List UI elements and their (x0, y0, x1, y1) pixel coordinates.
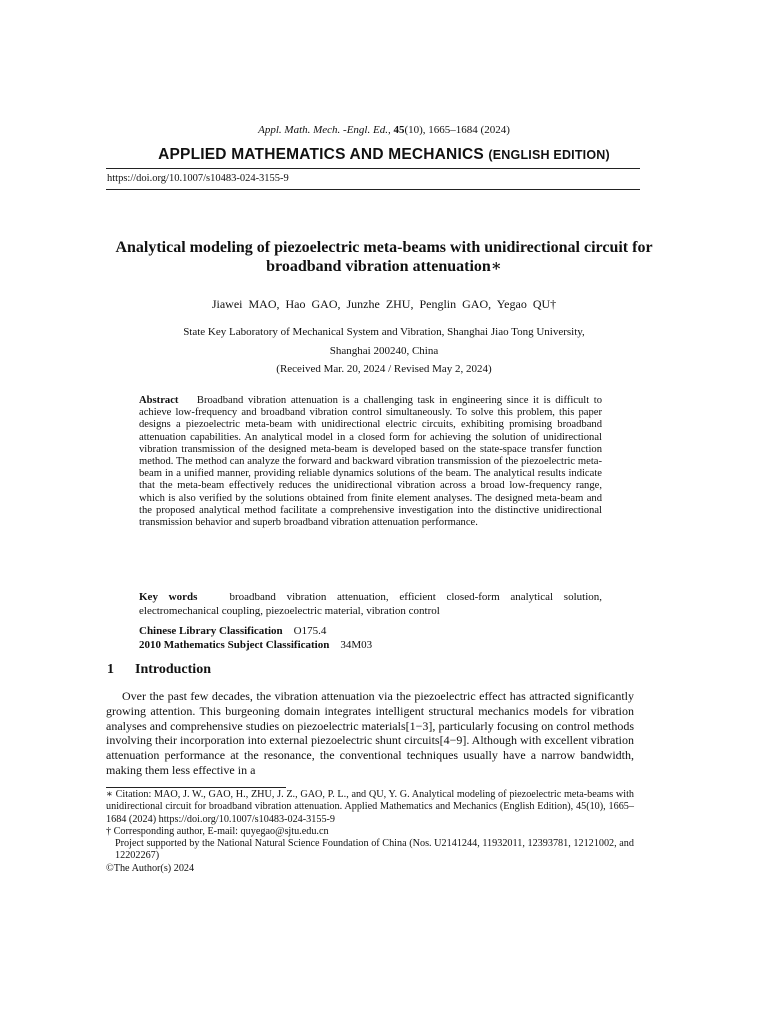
footnote-copyright: ©The Author(s) 2024 (106, 862, 195, 874)
affiliation-line-2: Shanghai 200240, China (329, 344, 439, 357)
section-number: 1 (107, 662, 114, 677)
header-rule-top (106, 168, 640, 169)
intro-paragraph: Over the past few decades, the vibration attenuation via the piezoelectric effect has attracted significantly growing attention. This burgeoning domain integrates intelligent structural mechanics models for vibration analyses and comprehensive studies on piezoelectric materials[1−3], particularly focusing on control methods involving their incorporation into external piezoelectric shunt circuits[4−9]. Although with excellent vibration attenuation performance at the resonance, the conventional techniques usually have a narrow bandwidth, making them less effective in a (106, 689, 634, 777)
clc-label: Chinese Library Classification (139, 625, 283, 637)
footnote-rule (106, 787, 286, 788)
footnote-citation: ∗ Citation: MAO, J. W., GAO, H., ZHU, J. Z., GAO, P. L., and QU, Y. G. Analytical modeling of piezoelectric meta-beams with unidirectional circuit for broadband vibration attenuation. Applied Mathematics and Mechanics (English Edition), 45(10), 1665–1684 (2024) https://doi.org/10.1007/s10483-024-3155-9 (106, 789, 634, 825)
header-rule-bottom (106, 189, 640, 190)
received-dates: (Received Mar. 20, 2024 / Revised May 2, 2024) (276, 363, 492, 375)
journal-abbrev: Appl. Math. Mech. -Engl. Ed., (258, 124, 391, 136)
running-head (0, 124, 768, 136)
abstract-text: Broadband vibration attenuation is a challenging task in engineering since it is difficult to achieve low-frequency and broadband vibration control simultaneously. To solve this problem, this paper designs a piezoelectric meta-beam with unidirectional electric circuits, exhibiting promising broadband attenuation capabilities. An analytical model in a closed form for achieving the solution of unidirectional vibration transmission of the designed meta-beam is developed based on the state-space transfer function method. The method can analyze the forward and backward vibration transmission of the piezoelectric meta-beam in a unified manner, providing reliable dynamics solutions of the beam. The analytical results indicate that the meta-beam effectively reduces the unidirectional vibration across a broad low-frequency range, which is also verified by the solutions obtained from finite element analyses. The designed meta-beam and the proposed analytical method facilitate a comprehensive investigation into the distinctive unidirectional transmission behavior and superb broadband vibration attenuation performance. (139, 395, 603, 529)
abstract-label: Abstract (139, 395, 179, 406)
msc-value: 34M03 (340, 639, 373, 651)
issue-pages-year: (10), 1665–1684 (2024) (404, 124, 510, 136)
affiliation-block (100, 323, 668, 379)
section-heading (107, 662, 211, 678)
journal-name-main: APPLIED MATHEMATICS AND MECHANICS (158, 146, 484, 163)
section-title: Introduction (135, 662, 211, 677)
footnote-funding: Project supported by the National Natural Science Foundation of China (Nos. U2141244, 11932011, 12393781, 12121002, and 12202267) (115, 838, 634, 862)
keywords-text: broadband vibration attenuation, efficient closed-form analytical solution, electromechanical coupling, piezoelectric material, vibration control (139, 591, 602, 617)
journal-name-edition: (ENGLISH EDITION) (488, 148, 610, 162)
clc-line (139, 624, 602, 638)
journal-name (0, 146, 768, 164)
clc-value: O175.4 (293, 625, 327, 637)
doi-link[interactable]: https://doi.org/10.1007/s10483-024-3155-9 (107, 173, 289, 184)
author-list: Jiawei MAO, Hao GAO, Junzhe ZHU, Penglin GAO, Yegao QU† (211, 297, 557, 311)
abstract (139, 395, 602, 529)
msc-label: 2010 Mathematics Subject Classification (139, 639, 330, 651)
msc-line (139, 638, 602, 652)
keywords (139, 590, 602, 618)
keywords-label: Key words (139, 591, 198, 603)
volume-number: 45 (393, 124, 405, 136)
footnotes (106, 789, 634, 875)
affiliation-line-1: State Key Laboratory of Mechanical System and Vibration, Shanghai Jiao Tong University, (183, 326, 585, 338)
paper-title: Analytical modeling of piezoelectric meta-beams with unidirectional circuit for broadband vibration attenuation∗ (115, 239, 653, 275)
footnote-corresponding: † Corresponding author, E-mail: quyegao@sjtu.edu.cn (106, 825, 329, 837)
classification-block (139, 624, 602, 652)
